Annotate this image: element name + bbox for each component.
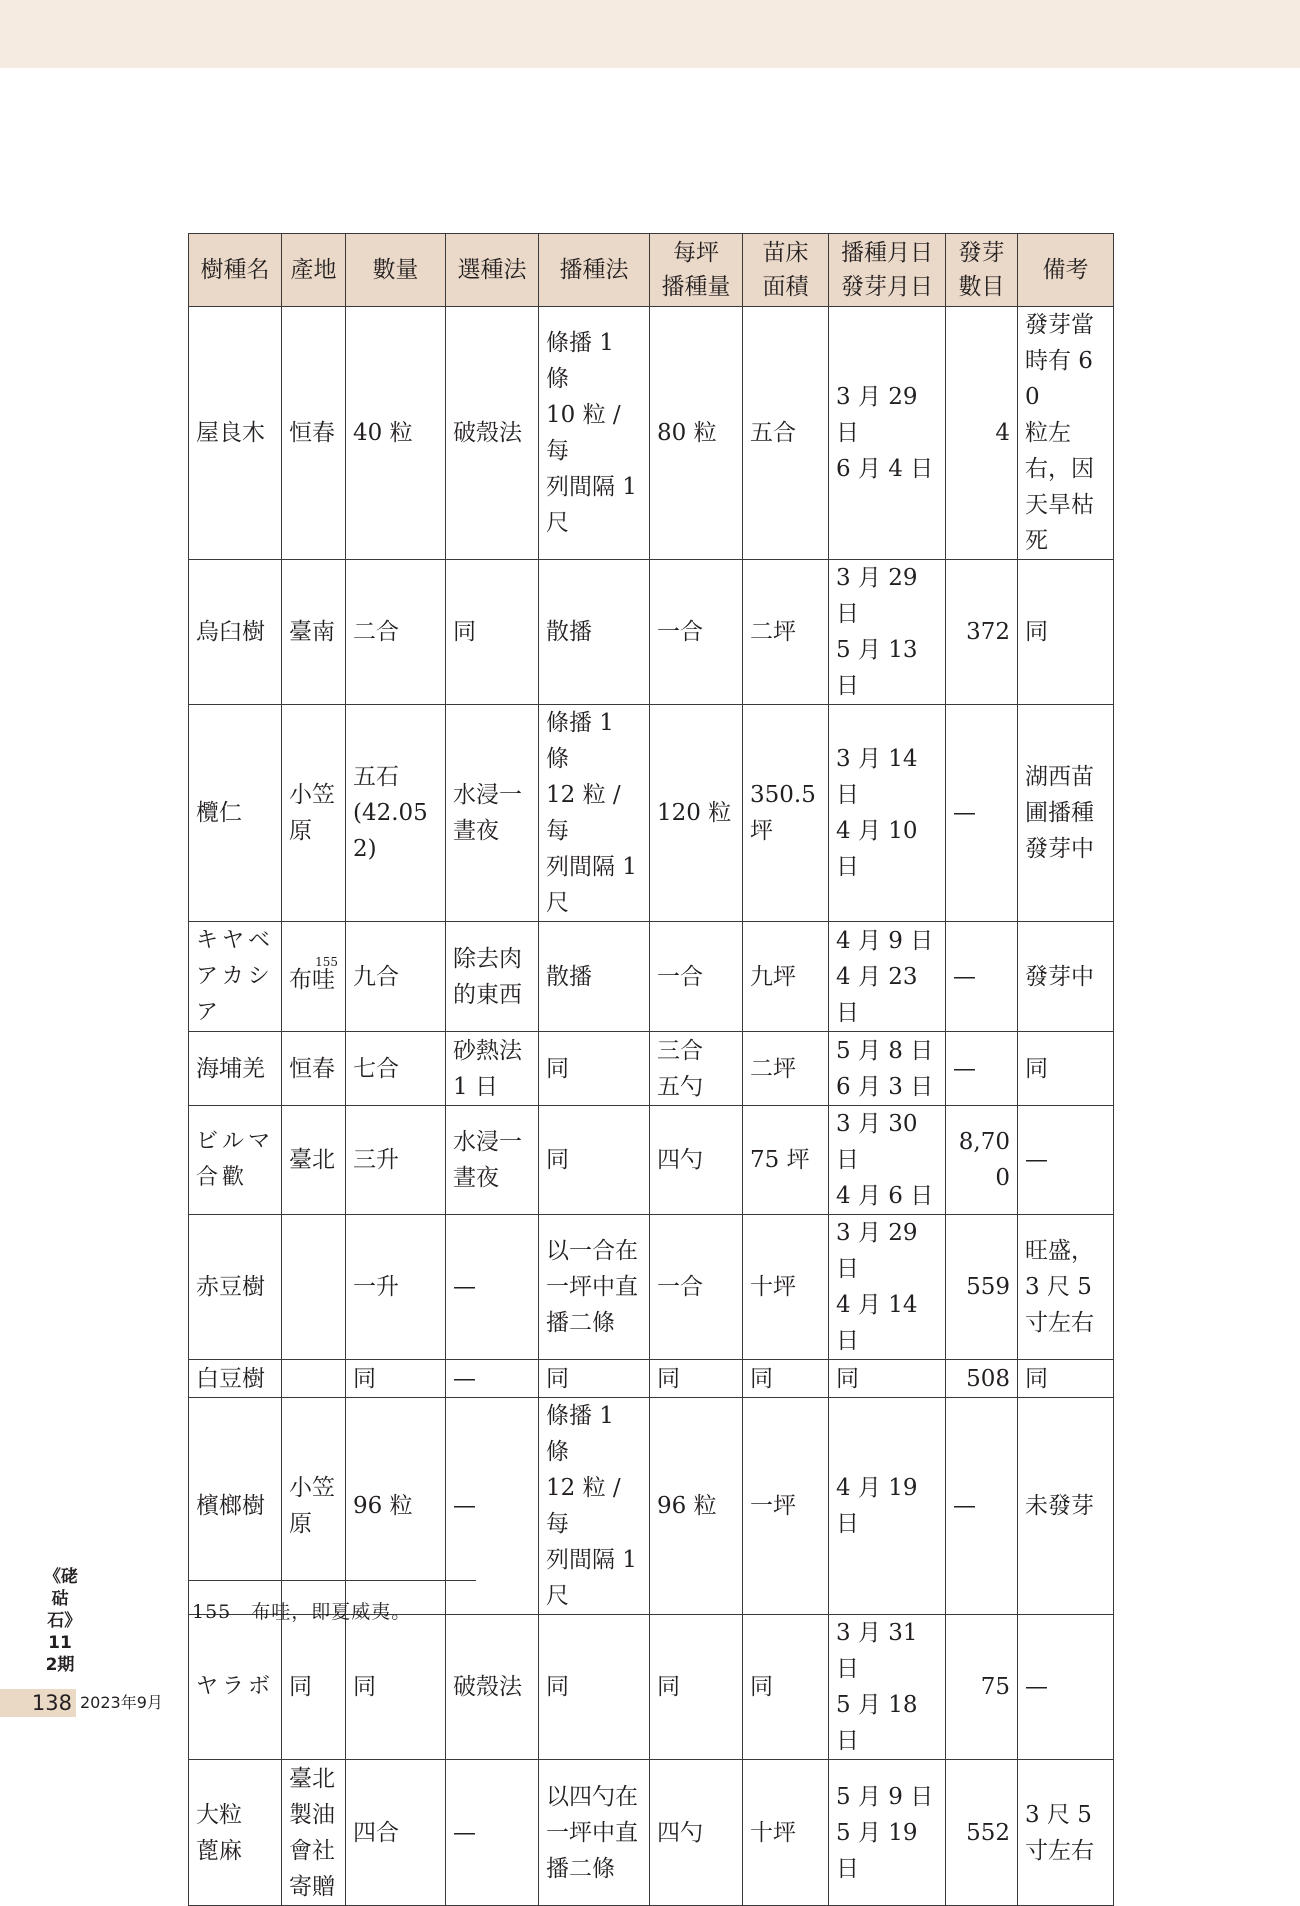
cell-selection: 砂熱法 1 日 <box>446 1032 539 1106</box>
cell-bed-area: 九坪 <box>743 922 829 1032</box>
cell-quantity: 同 <box>346 1615 446 1760</box>
cell-origin: 臺南 <box>282 560 346 705</box>
cell-dates: 3 月 29 日 6 月 4 日 <box>829 307 946 560</box>
cell-quantity: 五石 (42.052) <box>346 705 446 922</box>
cell-remarks: 發芽當 時有 60 粒左 右，因 天旱枯 死 <box>1018 307 1114 560</box>
cell-bed-area: 五合 <box>743 307 829 560</box>
cell-quantity: 三升 <box>346 1106 446 1215</box>
cell-species: キヤベ アカシ ア <box>189 922 282 1032</box>
cell-bed-area: 同 <box>743 1615 829 1760</box>
cell-bed-area: 二坪 <box>743 1032 829 1106</box>
footnote <box>192 1597 411 1624</box>
cell-origin <box>282 1360 346 1398</box>
cell-species: ビルマ 合歡 <box>189 1106 282 1215</box>
table-row <box>189 1760 1114 1906</box>
cell-origin-text: 布哇 <box>289 966 335 993</box>
top-color-band <box>0 0 1300 68</box>
cell-origin: 恒春 <box>282 1032 346 1106</box>
cell-species: 欖仁 <box>189 705 282 922</box>
cell-dates: 5 月 9 日 5 月 19 日 <box>829 1760 946 1906</box>
cell-species: 檳榔樹 <box>189 1398 282 1615</box>
cell-remarks: 同 <box>1018 1360 1114 1398</box>
page-number: 138 <box>0 1689 76 1717</box>
cell-selection: — <box>446 1398 539 1615</box>
header-cell: 播種法 <box>539 234 650 307</box>
cell-germination-count: 552 <box>946 1760 1018 1906</box>
cell-per-ping: 四勺 <box>650 1760 743 1906</box>
cell-germination-count: — <box>946 922 1018 1032</box>
cell-quantity: 同 <box>346 1360 446 1398</box>
cell-remarks: 同 <box>1018 560 1114 705</box>
cell-germination-count: — <box>946 705 1018 922</box>
cell-selection: 破殼法 <box>446 1615 539 1760</box>
cell-quantity: 40 粒 <box>346 307 446 560</box>
cell-sowing-method: 散播 <box>539 560 650 705</box>
cell-remarks: 旺盛， 3 尺 5 寸左右 <box>1018 1215 1114 1360</box>
cell-selection: 水浸一 晝夜 <box>446 705 539 922</box>
table-row <box>189 1615 1114 1760</box>
cell-quantity: 二合 <box>346 560 446 705</box>
table-header-row <box>189 234 1114 307</box>
cell-sowing-method: 條播 1 條 12 粒 / 每 列間隔 1 尺 <box>539 705 650 922</box>
cell-dates: 4 月 19 日 <box>829 1398 946 1615</box>
cell-sowing-method: 條播 1 條 10 粒 / 每 列間隔 1 尺 <box>539 307 650 560</box>
cell-selection: 除去肉 的東西 <box>446 922 539 1032</box>
cell-selection: 破殼法 <box>446 307 539 560</box>
cell-remarks: 未發芽 <box>1018 1398 1114 1615</box>
cell-per-ping: 四勺 <box>650 1106 743 1215</box>
table-row <box>189 307 1114 560</box>
cell-origin <box>282 1215 346 1360</box>
cell-selection: — <box>446 1215 539 1360</box>
cell-per-ping: 三合 五勺 <box>650 1032 743 1106</box>
cell-per-ping: 一合 <box>650 1215 743 1360</box>
cell-species: 海埔羌 <box>189 1032 282 1106</box>
cell-dates: 3 月 14 日 4 月 10 日 <box>829 705 946 922</box>
cell-origin: 同 <box>282 1615 346 1760</box>
cell-dates: 3 月 30 日 4 月 6 日 <box>829 1106 946 1215</box>
cell-per-ping: 80 粒 <box>650 307 743 560</box>
header-cell: 播種月日 發芽月日 <box>829 234 946 307</box>
cell-dates: 5 月 8 日 6 月 3 日 <box>829 1032 946 1106</box>
header-cell: 產地 <box>282 234 346 307</box>
cell-quantity: 四合 <box>346 1760 446 1906</box>
cell-selection: — <box>446 1360 539 1398</box>
cell-sowing-method: 同 <box>539 1360 650 1398</box>
cell-species: 屋良木 <box>189 307 282 560</box>
table-row <box>189 560 1114 705</box>
cell-germination-count: 75 <box>946 1615 1018 1760</box>
cell-germination-count: — <box>946 1032 1018 1106</box>
cell-germination-count: 508 <box>946 1360 1018 1398</box>
cell-origin: 臺北 <box>282 1106 346 1215</box>
cell-sowing-method: 以四勺在 一坪中直 播二條 <box>539 1760 650 1906</box>
cell-bed-area: 75 坪 <box>743 1106 829 1215</box>
cell-bed-area: 十坪 <box>743 1760 829 1906</box>
cell-origin: 小笠 原 <box>282 1398 346 1615</box>
cell-per-ping: 同 <box>650 1615 743 1760</box>
cell-germination-count: — <box>946 1398 1018 1615</box>
cell-origin: 恒春 <box>282 307 346 560</box>
cell-bed-area: 十坪 <box>743 1215 829 1360</box>
cell-remarks: 同 <box>1018 1032 1114 1106</box>
cell-quantity: 七合 <box>346 1032 446 1106</box>
cell-remarks: 湖西苗 圃播種 發芽中 <box>1018 705 1114 922</box>
cell-germination-count: 559 <box>946 1215 1018 1360</box>
cell-bed-area: 350.5 坪 <box>743 705 829 922</box>
cell-selection: 水浸一 晝夜 <box>446 1106 539 1215</box>
cell-remarks: — <box>1018 1106 1114 1215</box>
cell-quantity: 九合 <box>346 922 446 1032</box>
issue-date: 2023年9月 <box>80 1693 163 1712</box>
cell-remarks: 發芽中 <box>1018 922 1114 1032</box>
cell-selection: — <box>446 1760 539 1906</box>
cell-origin <box>282 922 346 1032</box>
cell-quantity: 一升 <box>346 1215 446 1360</box>
cell-sowing-method: 同 <box>539 1106 650 1215</box>
cell-species: 白豆樹 <box>189 1360 282 1398</box>
cell-dates: 3 月 29 日 5 月 13 日 <box>829 560 946 705</box>
cell-remarks: — <box>1018 1615 1114 1760</box>
table-row <box>189 705 1114 922</box>
table-row <box>189 1106 1114 1215</box>
cell-bed-area: 同 <box>743 1360 829 1398</box>
cell-species: ヤラボ <box>189 1615 282 1760</box>
header-cell: 發芽 數目 <box>946 234 1018 307</box>
header-cell: 苗床 面積 <box>743 234 829 307</box>
cell-per-ping: 一合 <box>650 560 743 705</box>
cell-species: 赤豆樹 <box>189 1215 282 1360</box>
cell-selection: 同 <box>446 560 539 705</box>
table-row <box>189 1398 1114 1615</box>
header-cell: 備考 <box>1018 234 1114 307</box>
table-row <box>189 1360 1114 1398</box>
cell-remarks: 3 尺 5 寸左右 <box>1018 1760 1114 1906</box>
footnote-text: 布哇，即夏威夷。 <box>251 1601 412 1623</box>
cell-germination-count: 372 <box>946 560 1018 705</box>
cell-germination-count: 8,700 <box>946 1106 1018 1215</box>
cell-origin: 臺北 製油 會社 寄贈 <box>282 1760 346 1906</box>
seed-sowing-table <box>188 233 1114 1906</box>
cell-sowing-method: 條播 1 條 12 粒 / 每 列間隔 1 尺 <box>539 1398 650 1615</box>
cell-quantity: 96 粒 <box>346 1398 446 1615</box>
cell-species: 烏臼樹 <box>189 560 282 705</box>
header-cell: 數量 <box>346 234 446 307</box>
header-cell: 樹種名 <box>189 234 282 307</box>
footnote-ref-mark: 155 <box>315 954 338 969</box>
footnote-divider <box>188 1580 476 1581</box>
cell-dates: 3 月 31 日 5 月 18 日 <box>829 1615 946 1760</box>
cell-origin: 小笠 原 <box>282 705 346 922</box>
cell-species: 大粒 蓖麻 <box>189 1760 282 1906</box>
cell-sowing-method: 以一合在 一坪中直 播二條 <box>539 1215 650 1360</box>
table-row <box>189 1215 1114 1360</box>
table-row <box>189 922 1114 1032</box>
cell-dates: 同 <box>829 1360 946 1398</box>
cell-dates: 4 月 9 日 4 月 23 日 <box>829 922 946 1032</box>
journal-title: 《硓𥑮石》112期 <box>44 1567 78 1675</box>
cell-per-ping: 96 粒 <box>650 1398 743 1615</box>
cell-per-ping: 一合 <box>650 922 743 1032</box>
cell-sowing-method: 同 <box>539 1615 650 1760</box>
cell-per-ping: 120 粒 <box>650 705 743 922</box>
table-row <box>189 1032 1114 1106</box>
cell-bed-area: 一坪 <box>743 1398 829 1615</box>
footnote-number: 155 <box>192 1601 232 1623</box>
cell-bed-area: 二坪 <box>743 560 829 705</box>
header-cell: 每坪 播種量 <box>650 234 743 307</box>
header-cell: 選種法 <box>446 234 539 307</box>
cell-per-ping: 同 <box>650 1360 743 1398</box>
cell-sowing-method: 散播 <box>539 922 650 1032</box>
cell-germination-count: 4 <box>946 307 1018 560</box>
cell-dates: 3 月 29 日 4 月 14 日 <box>829 1215 946 1360</box>
cell-sowing-method: 同 <box>539 1032 650 1106</box>
